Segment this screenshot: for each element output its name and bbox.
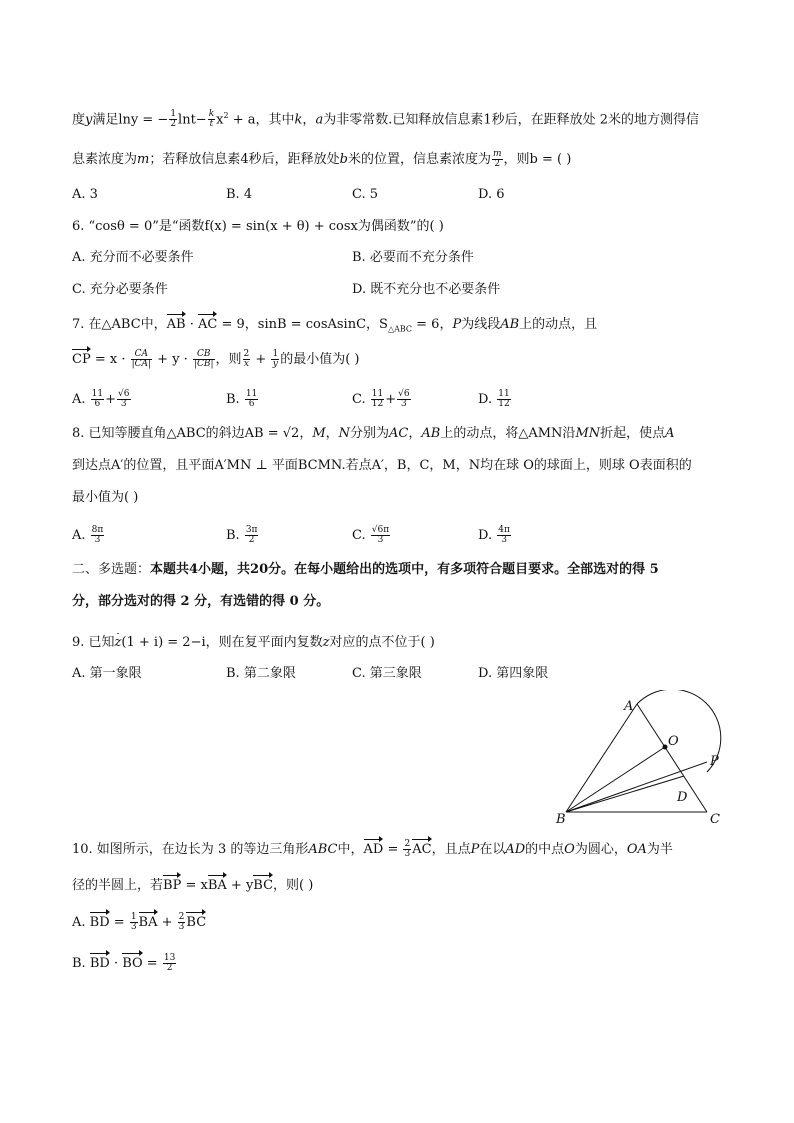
- text: 上的动点，将△AMN沿: [440, 426, 576, 441]
- text: (1 + i) = 2−i，则在复平面内复数: [121, 635, 323, 650]
- segment-ab: AB: [421, 426, 441, 441]
- fraction-k-over-t: $\frac{k}{t}$: [208, 109, 215, 130]
- text: 7. 在△ABC中，: [72, 317, 167, 332]
- vector-ac: AC: [412, 838, 431, 859]
- segment-ba: [566, 704, 637, 812]
- conjugate-z: - z: [115, 634, 122, 652]
- fraction-2-over-x: $\frac{2}{x}$: [243, 349, 250, 369]
- section-heading-line1: [72, 561, 659, 579]
- text: 的中点: [525, 842, 565, 857]
- q7-line1: [72, 313, 597, 339]
- fraction-m-over-2: $\frac{m}{2}$: [492, 149, 502, 169]
- q7-option-d: D. $\frac{11}{12}$: [478, 389, 510, 409]
- text: + y ·: [153, 352, 192, 367]
- q5-line1: [72, 107, 699, 129]
- segment-ac: AC: [389, 426, 409, 441]
- text: = x ·: [90, 352, 130, 367]
- q10-line2: [72, 874, 313, 895]
- text: ，则b = ( ): [503, 152, 572, 167]
- vector-ad: AD: [364, 838, 384, 859]
- fraction-half: $\frac{1}{2}$: [170, 109, 177, 130]
- fraction-ca-unit: $\frac{CA}{|CA|}$: [131, 349, 152, 369]
- text: 为非零常数.已知释放信息素1秒后，在距释放处 2米的地方测得信: [323, 112, 700, 128]
- segment-bd: [566, 776, 684, 812]
- text: 中，: [337, 842, 364, 857]
- text: ，: [302, 112, 316, 128]
- text: = x: [181, 878, 208, 893]
- text: = 9，sinB = cosAsinC，S: [217, 317, 388, 332]
- var-o: O: [564, 842, 575, 857]
- text: 为圆心，: [574, 842, 627, 857]
- q9-option-c: C. 第三象限: [352, 666, 422, 681]
- text: 为线段: [461, 317, 501, 332]
- q6-option-b: B. 必要而不充分条件: [352, 250, 474, 265]
- var-n: N: [338, 426, 351, 441]
- vector-ab: AB: [167, 313, 186, 334]
- var-z: z: [322, 635, 330, 650]
- q8-option-d: D. $\frac{4\pi}{3}$: [478, 525, 510, 545]
- text: + y: [226, 878, 254, 893]
- text: 8. 已知等腰直角△ABC的斜边AB = √2，: [72, 426, 313, 441]
- q10-option-a: A. BD = $\frac{1}{3}$ BA + $\frac{2}{3}$ BC: [72, 912, 207, 932]
- text: x: [216, 112, 224, 128]
- segment-mn: MN: [575, 426, 601, 441]
- text: +: [251, 352, 271, 367]
- q9-option-a: A. 第一象限: [72, 666, 142, 681]
- segment-oa: OA: [626, 842, 647, 857]
- q6-option-c: C. 充分必要条件: [72, 282, 168, 297]
- segment-ad: AD: [505, 842, 526, 857]
- center-point-o: [663, 745, 668, 750]
- label-p: P: [710, 754, 719, 769]
- q5-option-b: B. 4: [226, 187, 253, 202]
- section-instructions: 本题共4小题，共20分。在每小题给出的选项中，有多项符合题目要求。全部选对的得 5: [150, 562, 659, 577]
- text: 对应的点不位于( ): [329, 635, 435, 650]
- text: 为半: [646, 842, 673, 857]
- text: 分别为: [350, 426, 390, 441]
- var-m: M: [312, 426, 326, 441]
- text: ，且点: [431, 842, 471, 857]
- q8-option-b: B. $\frac{3\pi}{2}$: [226, 525, 258, 545]
- q7-option-c: C. $\frac{11}{12}$ + $\frac{√6}{3}$: [352, 389, 410, 409]
- label-o: O: [668, 734, 679, 749]
- text: 折起，使点: [600, 426, 666, 441]
- q6-stem: 6. “cosθ = 0”是“函数f(x) = sin(x + θ) + cosx为偶函数”的( ): [72, 219, 444, 234]
- text: 10. 如图所示，在边长为 3 的等边三角形: [72, 842, 309, 857]
- q8-line3: 最小值为( ): [72, 490, 139, 505]
- text: ，则: [215, 352, 242, 367]
- text: 满足lny = −: [92, 112, 169, 128]
- vector-bc: BC: [253, 874, 273, 895]
- q5-line2: [72, 150, 571, 169]
- var-b: b: [339, 152, 348, 167]
- text: ；若释放信息素4秒后，距释放处: [149, 152, 340, 167]
- text: 度: [72, 112, 86, 128]
- q7-option-a: A. $\frac{11}{6}$ + $\frac{√6}{3}$: [72, 389, 130, 409]
- vector-ba: BA: [208, 874, 227, 895]
- text: ，: [408, 426, 422, 441]
- text: 息素浓度为: [72, 152, 138, 167]
- text: 上的动点，且: [519, 317, 598, 332]
- triangle-abc: ABC: [308, 842, 338, 857]
- q6-option-a: A. 充分而不必要条件: [72, 250, 194, 265]
- q8-option-c: C. $\frac{√6\pi}{3}$: [352, 525, 390, 545]
- fraction-cb-unit: $\frac{CB}{|CB|}$: [193, 349, 214, 369]
- semicircle-arc: [637, 690, 721, 772]
- label-d: D: [677, 790, 688, 805]
- text: 9. 已知: [72, 635, 115, 650]
- section-heading-line2: 分，部分选对的得 2 分，有选错的得 0 分。: [72, 594, 330, 609]
- segment-bo: [566, 747, 665, 812]
- q5-option-d: D. 6: [478, 187, 505, 202]
- q8-line1: [72, 425, 675, 443]
- label-b: B: [556, 812, 566, 827]
- text: ，: [325, 426, 339, 441]
- var-a: A: [665, 426, 675, 441]
- q7-line2: [72, 348, 359, 369]
- geometry-figure: [550, 690, 730, 830]
- vector-cp: CP: [72, 348, 91, 369]
- text: ，则( ): [273, 878, 314, 893]
- q8-line2: 到达点A′的位置，且平面A′MN ⊥ 平面BCMN.若点A′，B，C，M，N均在球 O的球面上，则球 O表面积的: [72, 458, 692, 473]
- q10-option-b: B. BD · BO = $\frac{13}{2}$: [72, 953, 176, 973]
- text: = 6，: [412, 317, 453, 332]
- text: 径的半圆上，若: [72, 878, 164, 893]
- var-a: a: [315, 112, 324, 128]
- section-title: 二、多选题：: [72, 562, 151, 577]
- text: 的最小值为( ): [280, 352, 360, 367]
- vector-bp: BP: [163, 874, 181, 895]
- text: =: [383, 842, 403, 857]
- text: + a，其中: [228, 112, 295, 128]
- q8-option-a: A. $\frac{8\pi}{3}$: [72, 525, 104, 545]
- text: lnt−: [178, 112, 207, 128]
- var-y: y: [85, 112, 93, 128]
- var-p: P: [470, 842, 480, 857]
- q9-stem: [72, 634, 435, 652]
- text: 在以: [479, 842, 506, 857]
- var-k: k: [294, 112, 303, 128]
- fraction-two-thirds: $\frac{2}{3}$: [404, 839, 411, 859]
- text: 米的位置，信息素浓度为: [347, 152, 491, 167]
- q9-option-b: B. 第二象限: [226, 666, 296, 681]
- q6-option-d: D. 既不充分也不必要条件: [352, 282, 501, 297]
- subscript: △ABC: [387, 324, 413, 334]
- q10-line1: [72, 838, 673, 859]
- q5-option-a: A. 3: [72, 187, 98, 202]
- q9-option-d: D. 第四象限: [478, 666, 549, 681]
- label-a: A: [624, 699, 634, 714]
- fraction-1-over-y: $\frac{1}{y}$: [272, 349, 279, 369]
- q7-option-b: B. $\frac{11}{6}$: [226, 389, 258, 409]
- dot-operator: ·: [185, 317, 199, 332]
- exponent: 2: [223, 111, 229, 120]
- label-c: C: [710, 812, 720, 827]
- var-m: m: [137, 152, 150, 167]
- q5-option-c: C. 5: [352, 187, 379, 202]
- segment-ab: AB: [500, 317, 520, 332]
- vector-ac: AC: [198, 313, 217, 334]
- var-p: P: [452, 317, 462, 332]
